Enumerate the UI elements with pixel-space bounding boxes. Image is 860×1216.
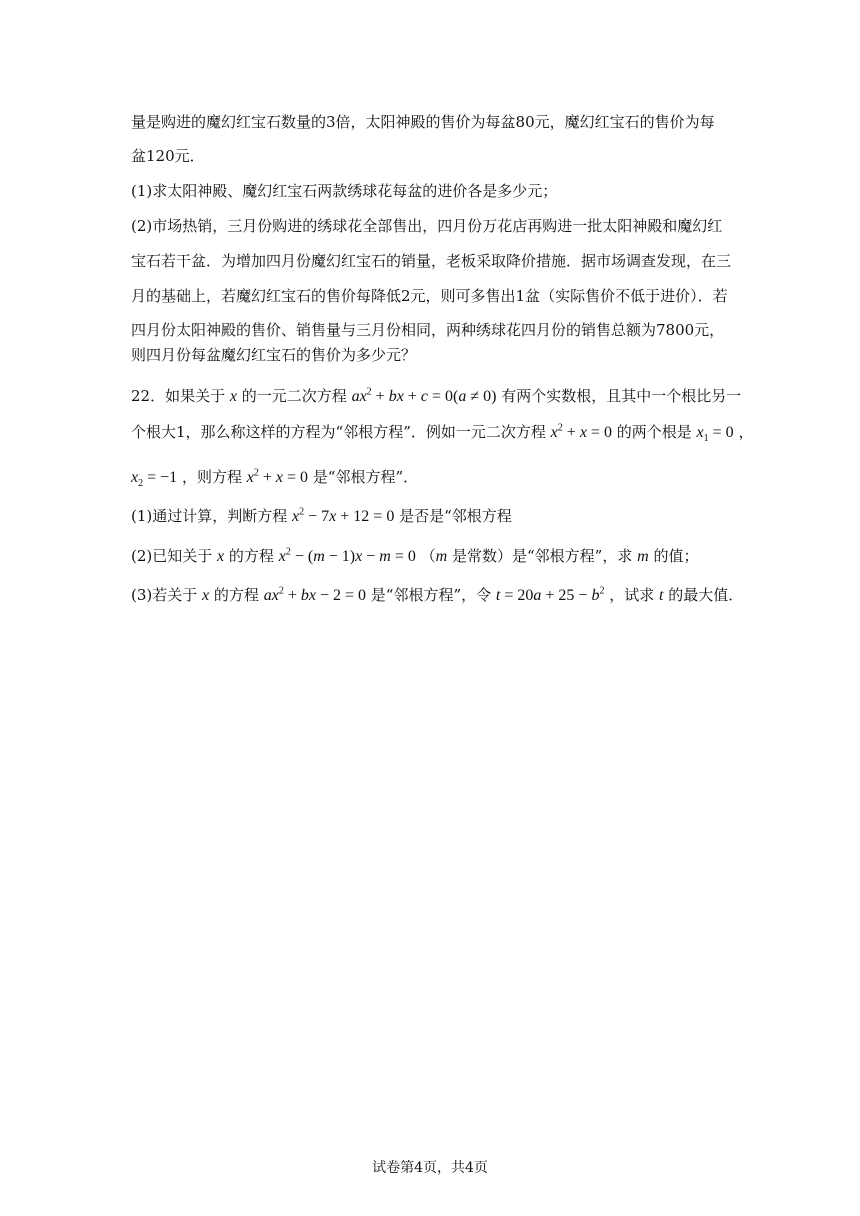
q22-line-3	[131, 467, 418, 488]
q22-text: 是常数）是“邻根方程”，求	[451, 547, 633, 565]
q22-text: 的一元二次方程	[241, 387, 347, 405]
math-root-1: $x_1 = 0$	[696, 424, 734, 445]
q22-text: 的最大值．	[668, 586, 744, 604]
q22-text: 的方程	[213, 586, 259, 604]
q22-part-1	[131, 506, 512, 527]
q22-text: 的两个根是	[616, 423, 692, 441]
q21-line-2: 盆120元．	[131, 147, 205, 165]
math-var-x: x	[217, 548, 225, 565]
q21-line-1: 量是购进的魔幻红宝石数量的3倍，太阳神殿的售价为每盆80元，魔幻红宝石的售价为每	[131, 113, 715, 131]
q21-part-2-line-2: 宝石若干盆．为增加四月份魔幻红宝石的销量，老板采取降价措施．据市场调查发现，在三	[131, 252, 732, 270]
math-example-equation: $x^2 + x = 0$	[246, 467, 309, 486]
q22-text: (3)若关于	[131, 586, 198, 604]
q22-text: 22．如果关于	[131, 387, 226, 405]
math-general-quadratic: $ax^2$ + bx + c = 0(a ≠ 0)	[351, 386, 497, 405]
math-var-t: t	[659, 587, 664, 604]
q22-text: 是“邻根方程”，令	[370, 586, 492, 604]
q22-text: 是“邻根方程”．	[312, 468, 419, 486]
q22-text: 是否是“邻根方程	[399, 507, 512, 525]
q21-part-2-line-5: 则四月份每盆魔幻红宝石的售价为多少元？	[131, 346, 417, 364]
page-footer: 试卷第4页，共4页	[372, 1160, 488, 1176]
q22-text: ，	[738, 423, 754, 441]
q22-text: (2)已知关于	[131, 547, 213, 565]
q22-text: （	[420, 547, 436, 565]
math-example-equation: $x^2 + x = 0$	[550, 422, 612, 441]
q22-text: 有两个实数根，且其中一个根比另一	[501, 387, 742, 405]
math-expression-t: $t = 20a + 25 - b^2$	[495, 585, 605, 604]
q22-text: ，则方程	[181, 468, 242, 486]
q22-text: 的方程	[228, 547, 274, 565]
q21-part-1: (1)求太阳神殿、魔幻红宝石两款绣球花每盆的进价各是多少元；	[131, 182, 558, 200]
q22-text: 个根大1，那么称这样的方程为“邻根方程”．例如一元二次方程	[131, 423, 546, 441]
q21-part-2-line-4: 四月份太阳神殿的售价、销售量与三月份相同，两种绣球花四月份的销售总额为7800元，	[131, 321, 725, 339]
math-var-x: x	[202, 587, 210, 604]
q22-part-2	[131, 546, 698, 567]
q22-text: ，试求	[609, 586, 655, 604]
q21-part-2-line-3: 月的基础上，若魔幻红宝石的售价每降低2元，则可多售出1盆（实际售价不低于进价）．若	[131, 287, 728, 305]
q22-text: 的值；	[653, 547, 699, 565]
q22-line-1	[131, 386, 741, 407]
q22-line-2	[131, 422, 753, 443]
math-equation-p2: $x^2 - (m - 1)x - m = 0$	[278, 546, 416, 565]
math-root-2: $x_2 = -1$	[131, 469, 178, 490]
math-var-m: m	[435, 548, 448, 565]
q21-part-2-line-1: (2)市场热销，三月份购进的绣球花全部售出，四月份万花店再购进一批太阳神殿和魔幻红	[131, 217, 723, 235]
q22-part-3	[131, 585, 743, 606]
math-equation-p3: $ax^2$ + bx − 2 = 0	[263, 585, 367, 604]
math-var-x: x	[229, 388, 237, 405]
math-equation-p1: $x^2 - 7x + 12 = 0$	[292, 506, 395, 525]
q22-text: (1)通过计算，判断方程	[131, 507, 288, 525]
math-var-m: m	[637, 548, 649, 565]
